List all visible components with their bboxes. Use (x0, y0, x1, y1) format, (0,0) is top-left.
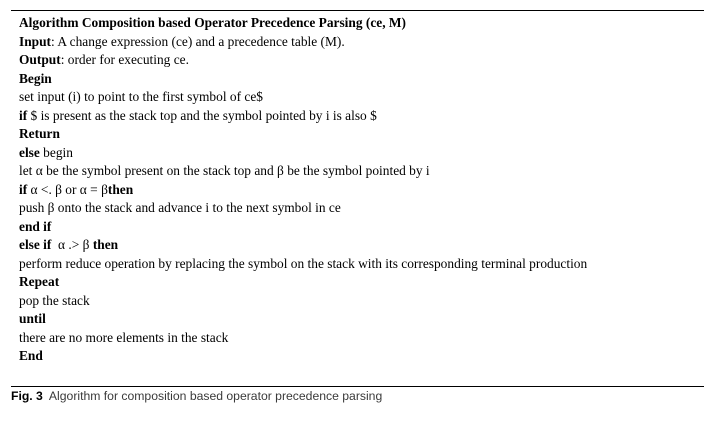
algorithm-figure (11, 10, 704, 404)
algorithm-keyword: else (19, 144, 40, 160)
algorithm-line (19, 218, 704, 237)
algorithm-line (19, 125, 704, 144)
algorithm-keyword: Input (19, 33, 52, 49)
algorithm-line (19, 51, 704, 70)
algorithm-keyword: Output (19, 52, 61, 67)
algorithm-line (19, 33, 704, 52)
algorithm-keyword: End (19, 348, 43, 363)
figure-caption (11, 388, 704, 404)
figure-label: Fig. 3 (11, 389, 43, 403)
algorithm-keyword: then (107, 181, 134, 197)
algorithm-text: begin (39, 144, 73, 160)
algorithm-text: there are no more elements in the stack (19, 329, 229, 345)
algorithm-body (19, 33, 704, 366)
algorithm-line (19, 273, 704, 292)
algorithm-line (19, 88, 704, 107)
algorithm-text: push β onto the stack and advance i to the next symbol in ce (19, 200, 341, 215)
algorithm-line (19, 347, 704, 366)
algorithm-text: $ is present as the stack top and the symbol pointed by i is also $ (27, 107, 377, 123)
algorithm-text: : A change expression (ce) and a precedence table (M). (51, 33, 345, 49)
algorithm-line (19, 236, 704, 255)
algorithm-keyword: else if (19, 237, 52, 252)
algorithm-line (19, 181, 704, 200)
algorithm-line (19, 310, 704, 329)
figure-caption-text: Algorithm for composition based operator precedence parsing (42, 389, 383, 403)
algorithm-keyword: Begin (19, 70, 52, 86)
algorithm-keyword: Repeat (19, 274, 60, 289)
algorithm-line (19, 162, 704, 181)
algorithm-keyword: if (19, 181, 28, 197)
algorithm-line (19, 70, 704, 89)
algorithm-text: let α be the symbol present on the stack top and β be the symbol pointed by i (19, 163, 430, 178)
algorithm-text: α <. β or α = β (27, 181, 108, 197)
algorithm-text: α .> β (51, 237, 93, 252)
algorithm-keyword: then (92, 237, 119, 252)
algorithm-title: Algorithm Composition based Operator Precedence Parsing (ce, M) (19, 15, 407, 30)
algorithm-text: perform reduce operation by replacing the symbol on the stack with its corresponding terminal production (19, 255, 588, 271)
algorithm-text: : order for executing ce. (60, 52, 189, 67)
algorithm-keyword: end if (19, 218, 52, 234)
algorithm-line (19, 107, 704, 126)
algorithm-text: set input (i) to point to the first symbol of ce$ (19, 89, 263, 104)
algorithm-line (19, 292, 704, 311)
algorithm-keyword: if (19, 107, 28, 123)
algorithm-keyword: Return (19, 126, 60, 141)
algorithm-box (11, 10, 704, 387)
algorithm-line (19, 329, 704, 348)
algorithm-line (19, 255, 704, 274)
algorithm-line (19, 199, 704, 218)
algorithm-text: pop the stack (19, 292, 90, 308)
algorithm-line (19, 144, 704, 163)
algorithm-keyword: until (19, 311, 46, 326)
